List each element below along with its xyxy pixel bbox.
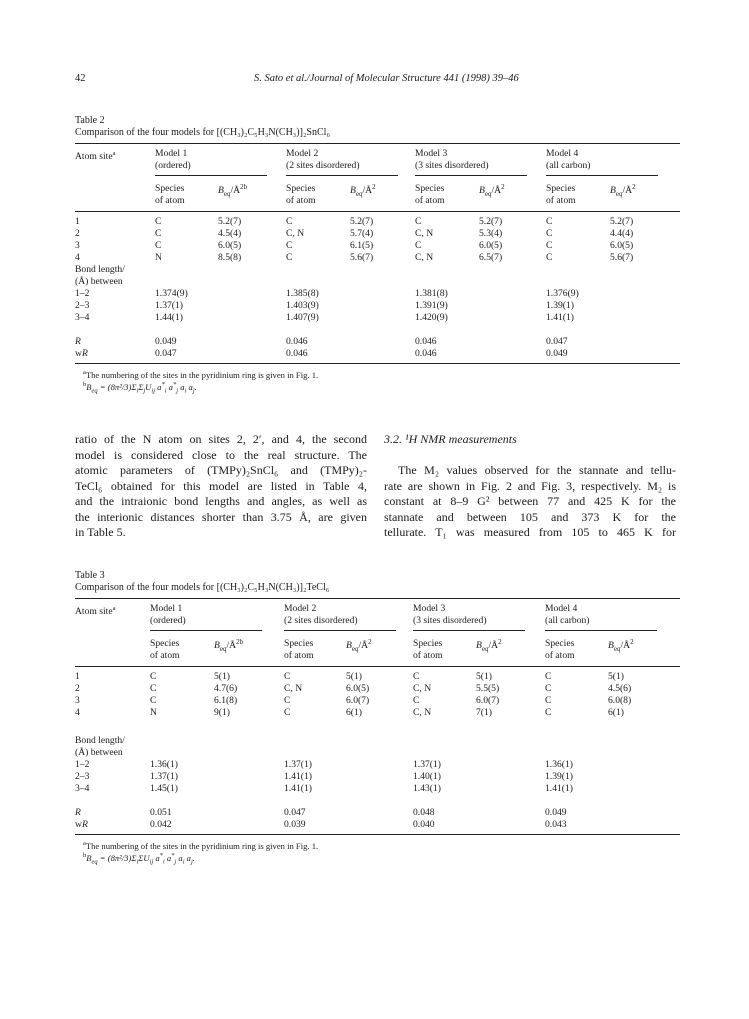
site-label: 2	[75, 683, 80, 694]
beq-cell: 8.5(8)	[218, 252, 242, 263]
of-atom-header: of atom	[150, 650, 180, 661]
species-cell: C	[284, 707, 291, 718]
body-line: stannate and between 105 and 373 K for the	[384, 509, 676, 524]
species-cell: C	[413, 695, 420, 706]
body-right-column	[384, 463, 676, 541]
rule-header	[75, 211, 680, 212]
table-label: Table 2	[75, 115, 105, 126]
model-underline	[155, 175, 267, 176]
bond-value: 1.37(1)	[284, 759, 312, 770]
wr-value: 0.043	[545, 819, 567, 830]
bond-value: 1.39(1)	[545, 771, 573, 782]
wr-label: wR	[75, 819, 88, 830]
beq-header: $B_{eq}/Å^2$	[608, 638, 634, 654]
wr-value: 0.039	[284, 819, 306, 830]
bond-value: 1.45(1)	[150, 783, 178, 794]
of-atom-header: of atom	[155, 195, 185, 206]
model-underline	[415, 175, 527, 176]
site-label: 4	[75, 252, 80, 263]
footnote-a: $^a$The numbering of the sites in the pyridinium ring is given in Fig. 1.	[83, 840, 319, 851]
model-description: (ordered)	[155, 160, 191, 171]
bond-value: 1.36(1)	[150, 759, 178, 770]
of-atom-header: of atom	[286, 195, 316, 206]
r-value: 0.049	[155, 336, 177, 347]
species-header: Species	[546, 183, 576, 194]
rule-top	[75, 598, 680, 599]
species-cell: C	[155, 216, 162, 227]
beq-cell: 6.1(8)	[214, 695, 238, 706]
bond-label: 2–3	[75, 771, 90, 782]
wr-label: wR	[75, 348, 88, 359]
model-underline	[150, 630, 262, 631]
species-header: Species	[286, 183, 316, 194]
bond-value: 1.39(1)	[546, 300, 574, 311]
bond-value: 1.374(9)	[155, 288, 188, 299]
r-value: 0.046	[286, 336, 308, 347]
r-value: 0.048	[413, 807, 435, 818]
bond-value: 1.43(1)	[413, 783, 441, 794]
beq-header: $B_{eq}/Å^2$	[476, 638, 502, 654]
beq-header: $B_{eq}/Å^2$	[610, 183, 636, 199]
beq-cell: 7(1)	[476, 707, 492, 718]
wr-value: 0.046	[415, 348, 437, 359]
species-cell: C	[286, 240, 293, 251]
species-cell: C	[155, 240, 162, 251]
beq-cell: 5.5(5)	[476, 683, 500, 694]
r-value: 0.047	[546, 336, 568, 347]
bond-value: 1.41(1)	[284, 771, 312, 782]
beq-cell: 6(1)	[608, 707, 624, 718]
model-name: Model 4	[546, 148, 579, 159]
model-name: Model 1	[155, 148, 188, 159]
species-cell: C, N	[415, 252, 434, 263]
model-underline	[545, 630, 657, 631]
table-label: Table 3	[75, 570, 105, 581]
r-value: 0.049	[545, 807, 567, 818]
beq-cell: 5(1)	[476, 671, 492, 682]
model-name: Model 3	[413, 603, 446, 614]
model-underline	[284, 630, 396, 631]
beq-cell: 6.0(5)	[610, 240, 634, 251]
species-cell: C	[150, 695, 157, 706]
species-cell: C, N	[413, 683, 432, 694]
beq-header: $B_{eq}/Å^2$	[350, 183, 376, 199]
model-description: (all carbon)	[545, 615, 590, 626]
species-cell: C	[150, 683, 157, 694]
footnote-a: $^a$The numbering of the sites in the pyridinium ring is given in Fig. 1.	[83, 369, 319, 380]
beq-header: $B_{eq}/Å^2$	[479, 183, 505, 199]
species-cell: C	[545, 671, 552, 682]
species-cell: C	[546, 228, 553, 239]
body-line: the interionic distances shorter than 3.75 Å, are given	[75, 509, 367, 524]
beq-header: $B_{eq}/Å^2$	[346, 638, 372, 654]
beq-cell: 6.0(5)	[218, 240, 242, 251]
bond-value: 1.36(1)	[545, 759, 573, 770]
species-cell: C, N	[415, 228, 434, 239]
model-name: Model 2	[286, 148, 319, 159]
of-atom-header: of atom	[413, 650, 443, 661]
bond-value: 1.37(1)	[150, 771, 178, 782]
wr-value: 0.047	[155, 348, 177, 359]
beq-cell: 4.4(4)	[610, 228, 634, 239]
site-label: 3	[75, 695, 80, 706]
species-cell: C	[284, 671, 291, 682]
species-cell: C	[545, 683, 552, 694]
bond-value: 1.44(1)	[155, 312, 183, 323]
beq-cell: 6.0(5)	[346, 683, 370, 694]
species-header: Species	[155, 183, 185, 194]
body-left-column	[75, 432, 367, 541]
species-cell: C, N	[286, 228, 305, 239]
site-label: 2	[75, 228, 80, 239]
body-line: ratio of the N atom on sites 2, 2′, and 4, the second	[75, 432, 367, 446]
model-name: Model 4	[545, 603, 578, 614]
beq-cell: 5(1)	[214, 671, 230, 682]
species-cell: C	[150, 671, 157, 682]
site-label: 3	[75, 240, 80, 251]
beq-header: $B_{eq}/Å^{2b}$	[218, 183, 248, 199]
beq-cell: 5(1)	[346, 671, 362, 682]
bond-label: 1–2	[75, 759, 90, 770]
species-cell: C, N	[284, 683, 303, 694]
footnote-b: $^bB_{eq} = (8\pi^2/3)\Sigma_i\Sigma_jU_{ij}$ $a^*_i$ $a^*_j$ $a_i$ $a_j$.	[83, 381, 197, 395]
beq-cell: 6.0(5)	[479, 240, 503, 251]
site-label: 1	[75, 216, 80, 227]
species-cell: C	[545, 695, 552, 706]
rule-top	[75, 143, 680, 144]
section-heading: 3.2. ¹H NMR measurements	[384, 432, 517, 446]
footnote-b: $^bB_{eq} = (8\pi^2/3)\Sigma_i\Sigma U_{ij}$ $a^*_i$ $a^*_j$ $a_i$ $a_j$.	[83, 852, 195, 866]
body-line: in Table 5.	[75, 525, 126, 539]
table-caption: Comparison of the four models for [(CH₃)₂C₅H₃N(CH₃)]₂SnCl₆	[75, 127, 330, 138]
model-description: (2 sites disordered)	[286, 160, 360, 171]
species-cell: C	[286, 216, 293, 227]
beq-cell: 5.2(7)	[350, 216, 374, 227]
model-description: (all carbon)	[546, 160, 591, 171]
body-line: TeCl₆ obtained for this model are listed in Table 4,	[75, 478, 367, 493]
bond-value: 1.391(9)	[415, 300, 448, 311]
model-description: (3 sites disordered)	[415, 160, 489, 171]
species-header: Species	[150, 638, 180, 649]
species-cell: N	[150, 707, 157, 718]
bond-value: 1.381(8)	[415, 288, 448, 299]
model-name: Model 1	[150, 603, 183, 614]
species-header: Species	[284, 638, 314, 649]
page-number: 42	[75, 73, 86, 84]
species-cell: C, N	[413, 707, 432, 718]
beq-cell: 6.0(7)	[476, 695, 500, 706]
running-head: S. Sato et al./Journal of Molecular Structure 441 (1998) 39–46	[254, 73, 519, 84]
beq-cell: 6(1)	[346, 707, 362, 718]
bond-value: 1.37(1)	[413, 759, 441, 770]
beq-cell: 5.2(7)	[610, 216, 634, 227]
bond-value: 1.376(9)	[546, 288, 579, 299]
species-cell: C	[546, 240, 553, 251]
wr-value: 0.042	[150, 819, 172, 830]
species-header: Species	[545, 638, 575, 649]
bond-value: 1.420(9)	[415, 312, 448, 323]
beq-cell: 5.2(7)	[218, 216, 242, 227]
beq-cell: 6.1(5)	[350, 240, 374, 251]
species-header: Species	[415, 183, 445, 194]
beq-header: $B_{eq}/Å^{2b}$	[214, 638, 244, 654]
beq-cell: 4.5(4)	[218, 228, 242, 239]
bond-label: 2–3	[75, 300, 90, 311]
bond-length-label: Bond length/	[75, 735, 125, 746]
bond-length-label: (Å) between	[75, 747, 123, 758]
site-label: 4	[75, 707, 80, 718]
rule-bottom	[75, 363, 680, 364]
beq-cell: 5(1)	[608, 671, 624, 682]
site-label: 1	[75, 671, 80, 682]
model-underline	[286, 175, 398, 176]
model-name: Model 2	[284, 603, 317, 614]
species-cell: C	[415, 240, 422, 251]
beq-cell: 6.0(7)	[346, 695, 370, 706]
species-cell: N	[155, 252, 162, 263]
body-line: and the intraionic bond lengths and angles, as well as	[75, 494, 367, 508]
model-underline	[546, 175, 658, 176]
species-header: Species	[413, 638, 443, 649]
of-atom-header: of atom	[415, 195, 445, 206]
beq-cell: 5.7(4)	[350, 228, 374, 239]
beq-cell: 4.7(6)	[214, 683, 238, 694]
species-cell: C	[284, 695, 291, 706]
wr-value: 0.046	[286, 348, 308, 359]
bond-value: 1.403(9)	[286, 300, 319, 311]
rule-bottom	[75, 834, 680, 835]
bond-value: 1.40(1)	[413, 771, 441, 782]
bond-value: 1.41(1)	[545, 783, 573, 794]
of-atom-header: of atom	[546, 195, 576, 206]
species-cell: C	[415, 216, 422, 227]
body-line: atomic parameters of (TMPy)₂SnCl₆ and (TMPy)₂-	[75, 463, 367, 477]
body-line: constant at 8–9 G² between 77 and 425 K for the	[384, 494, 676, 508]
body-line: rate are shown in Fig. 2 and Fig. 3, respectively. M₂ is	[384, 478, 676, 493]
bond-label: 1–2	[75, 288, 90, 299]
model-underline	[413, 630, 525, 631]
beq-cell: 5.6(7)	[350, 252, 374, 263]
r-value: 0.047	[284, 807, 306, 818]
model-name: Model 3	[415, 148, 448, 159]
r-value: 0.051	[150, 807, 172, 818]
r-label: R	[75, 807, 81, 818]
beq-cell: 5.3(4)	[479, 228, 503, 239]
atom-site-header: Atom site$^a$	[75, 605, 116, 618]
body-line: The M₂ values observed for the stannate and tellu-	[398, 463, 676, 477]
wr-value: 0.049	[546, 348, 568, 359]
species-cell: C	[413, 671, 420, 682]
model-description: (ordered)	[150, 615, 186, 626]
r-label: R	[75, 336, 81, 347]
beq-cell: 9(1)	[214, 707, 230, 718]
bond-length-label: (Å) between	[75, 276, 123, 287]
atom-site-header: Atom site$^a$	[75, 150, 116, 163]
species-cell: C	[155, 228, 162, 239]
bond-value: 1.407(9)	[286, 312, 319, 323]
bond-value: 1.37(1)	[155, 300, 183, 311]
bond-value: 1.385(8)	[286, 288, 319, 299]
body-line: model is considered close to the real structure. The	[75, 447, 367, 462]
of-atom-header: of atom	[545, 650, 575, 661]
beq-cell: 5.6(7)	[610, 252, 634, 263]
species-cell: C	[545, 707, 552, 718]
model-description: (3 sites disordered)	[413, 615, 487, 626]
beq-cell: 6.5(7)	[479, 252, 503, 263]
beq-cell: 5.2(7)	[479, 216, 503, 227]
table-caption: Comparison of the four models for [(CH₃)₂C₅H₃N(CH₃)]₂TeCl₆	[75, 582, 330, 593]
bond-label: 3–4	[75, 783, 90, 794]
beq-cell: 4.5(6)	[608, 683, 632, 694]
beq-cell: 6.0(8)	[608, 695, 632, 706]
bond-length-label: Bond length/	[75, 264, 125, 275]
model-description: (2 sites disordered)	[284, 615, 358, 626]
bond-label: 3–4	[75, 312, 90, 323]
r-value: 0.046	[415, 336, 437, 347]
species-cell: C	[286, 252, 293, 263]
bond-value: 1.41(1)	[546, 312, 574, 323]
species-cell: C	[546, 252, 553, 263]
species-cell: C	[546, 216, 553, 227]
body-line: tellurate. T₁ was measured from 105 to 465 K for	[384, 525, 676, 539]
of-atom-header: of atom	[284, 650, 314, 661]
bond-value: 1.41(1)	[284, 783, 312, 794]
wr-value: 0.040	[413, 819, 435, 830]
rule-header	[75, 666, 680, 667]
